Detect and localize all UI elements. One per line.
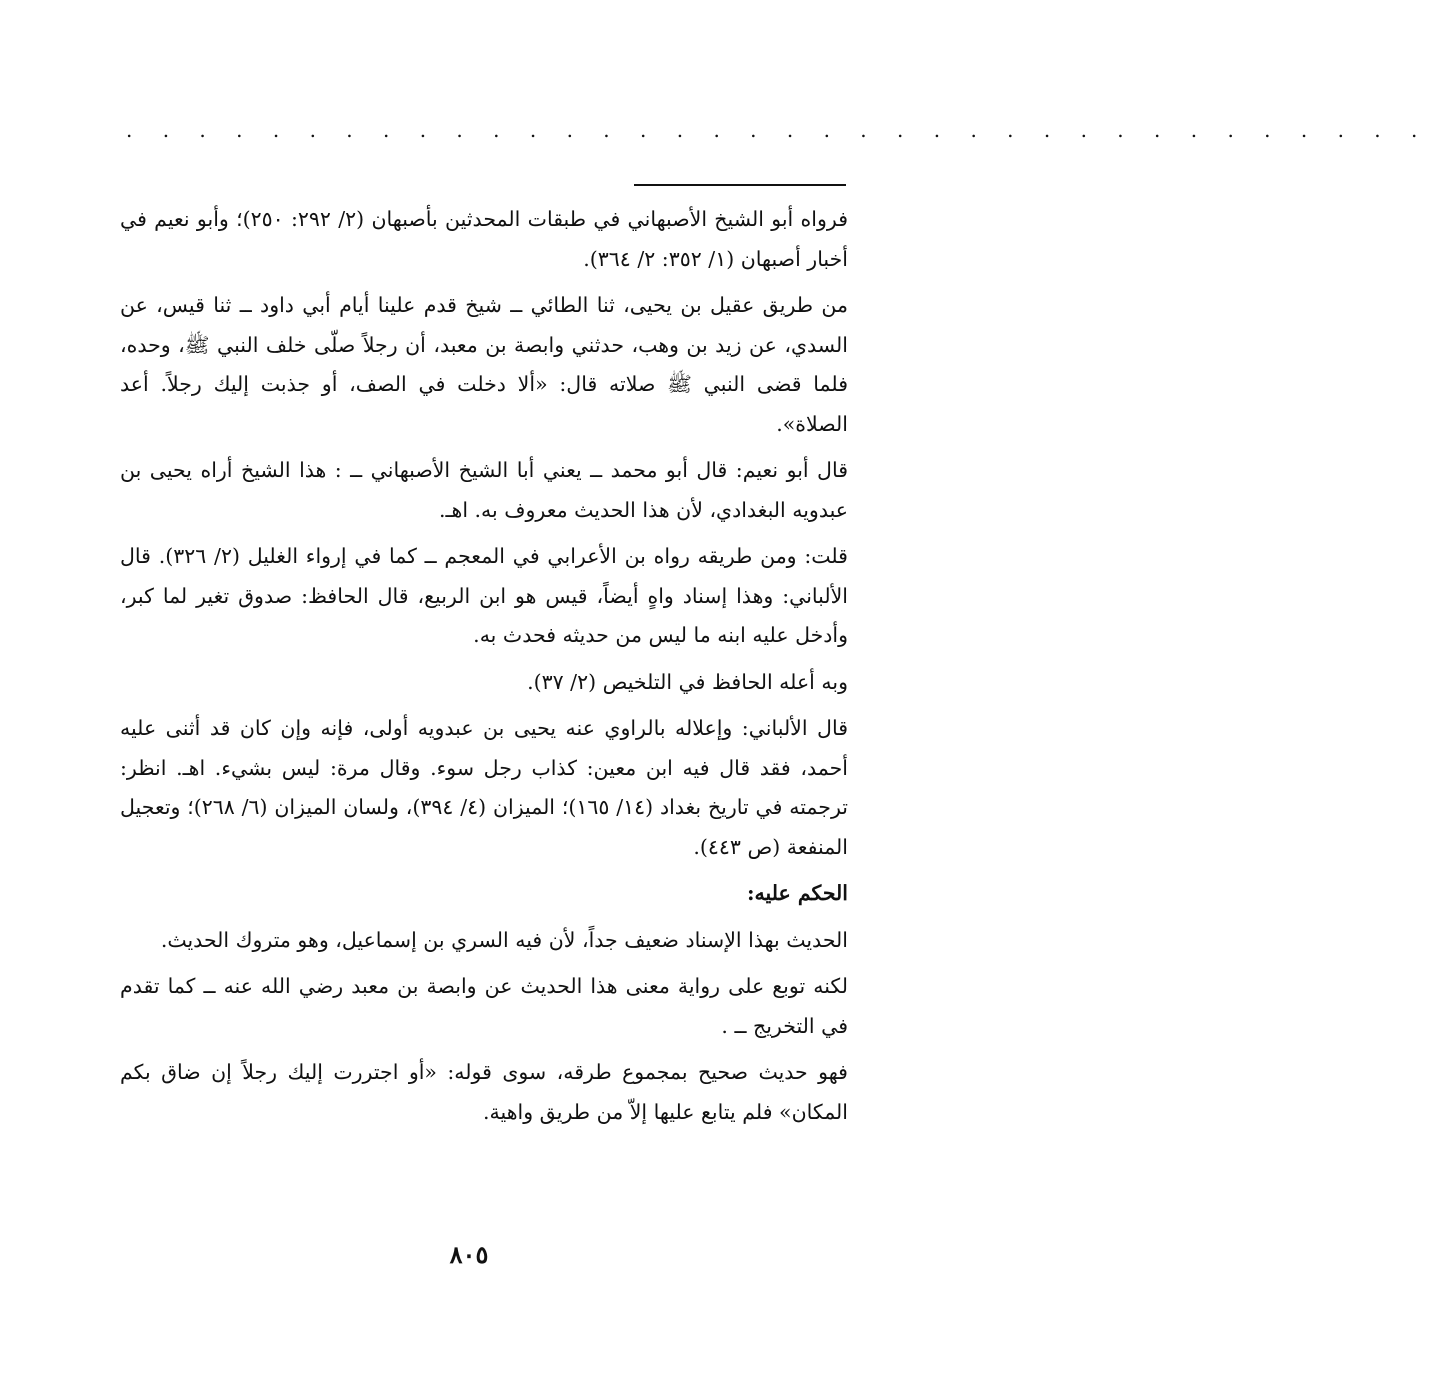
footnote-body xyxy=(120,200,848,1139)
dotted-separator: . . . . . . . . . . . . . . . . . . . . . . . . . . . . . . . . . . . . xyxy=(126,118,1429,142)
section-heading: الحكم عليه: xyxy=(746,881,848,905)
paragraph-conclusion: فهو حديث صحيح بمجموع طرقه، سوى قوله: «أو اجتررت إليك رجلاً إن ضاق بكم المكان» فلم يتابع عليها إلاّ من طريق واهية. xyxy=(120,1060,848,1124)
paragraph-albani-ilal: قال الألباني: وإعلاله بالراوي عنه يحيى بن عبدويه أولى، فإنه وإن كان قد أثنى عليه أحمد، فقد قال فيه ابن معين: كذاب رجل سوء. وقال مرة: ليس بشيء. اهـ. انظر: ترجمته في تاريخ بغداد (١٤/ ١٦٥)؛ الميزان (٤/ ٣٩٤)، ولسان الميزان (٦/ ٢٦٨)؛ وتعجيل المنفعة (ص ٤٤٣). xyxy=(120,716,848,859)
page-number: ٨٠٥ xyxy=(449,1240,489,1269)
paragraph-albani-irwa: قلت: ومن طريقه رواه بن الأعرابي في المعجم ــ كما في إرواء الغليل (٢/ ٣٢٦). قال الألباني: وهذا إسناد واهٍ أيضاً، قيس هو ابن الربيع، قال الحافظ: صدوق تغير لما كبر، وأدخل عليه ابنه ما ليس من حديثه فحدث به. xyxy=(120,544,848,647)
paragraph-sources: فرواه أبو الشيخ الأصبهاني في طبقات المحدثين بأصبهان (٢/ ٢٩٢: ٢٥٠)؛ وأبو نعيم في أخبار أصبهان (١/ ٣٥٢: ٢/ ٣٦٤). xyxy=(120,207,848,271)
paragraph-chain: من طريق عقيل بن يحيى، ثنا الطائي ــ شيخ قدم علينا أيام أبي داود ــ ثنا قيس، عن السدي، عن زيد بن وهب، حدثني وابصة بن معبد، أن رجلاً صلّى خلف النبي ﷺ، وحده، فلما قضى النبي ﷺ صلاته قال: «ألا دخلت في الصف، أو جذبت إليك رجلاً. أعد الصلاة». xyxy=(120,293,848,436)
paragraph-abu-nuaim: قال أبو نعيم: قال أبو محمد ــ يعني أبا الشيخ الأصبهاني ــ : هذا الشيخ أراه يحيى بن عبدويه البغدادي، لأن هذا الحديث معروف به. اهـ. xyxy=(120,458,848,522)
paragraph-talkhis: وبه أعله الحافظ في التلخيص (٢/ ٣٧). xyxy=(527,669,848,694)
footnote-rule xyxy=(634,184,846,186)
paragraph-corroboration: لكنه توبع على رواية معنى هذا الحديث عن وابصة بن معبد رضي الله عنه ــ كما تقدم في التخريج ــ . xyxy=(120,974,848,1038)
paragraph-verdict: الحديث بهذا الإسناد ضعيف جداً، لأن فيه السري بن إسماعيل، وهو متروك الحديث. xyxy=(160,927,848,952)
